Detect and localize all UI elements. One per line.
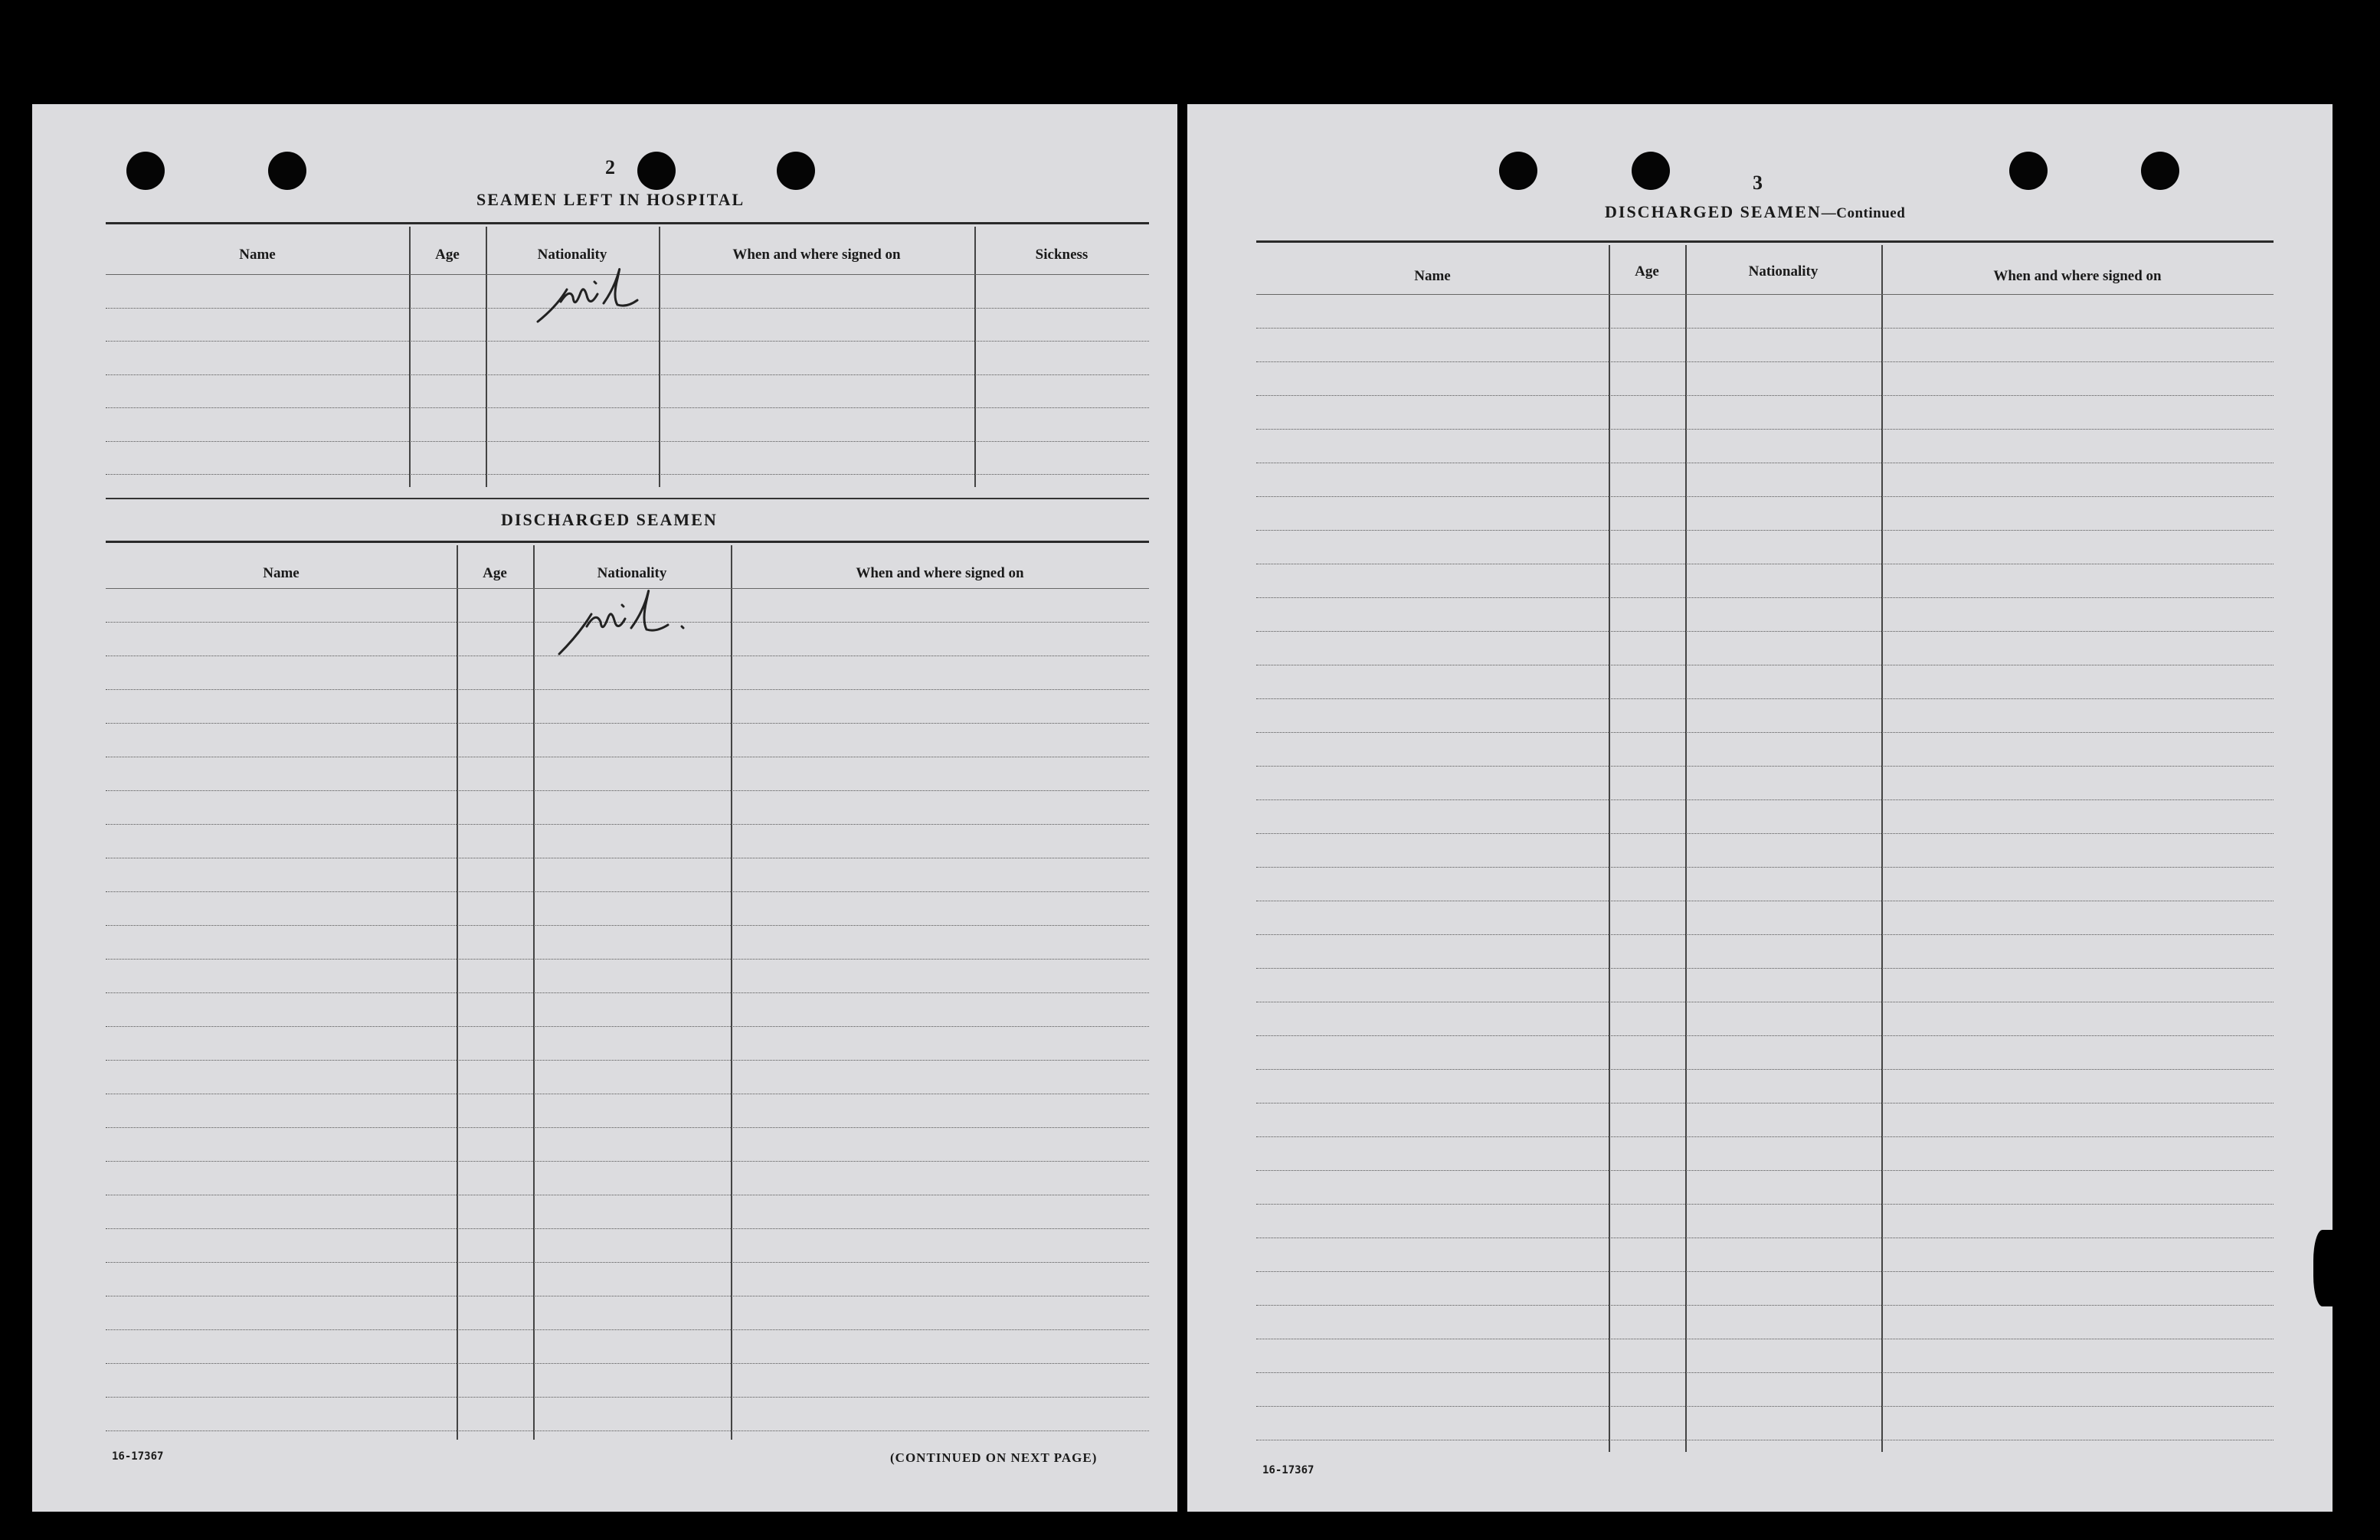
ruled-line <box>106 1397 1149 1398</box>
ruled-line <box>106 959 1149 960</box>
continued-note: (CONTINUED ON NEXT PAGE) <box>890 1450 1098 1465</box>
ruled-line <box>1256 1305 2274 1306</box>
col-header-age: Age <box>483 565 507 581</box>
form-number: 16-17367 <box>1262 1464 1314 1476</box>
ruled-line <box>1256 698 2274 699</box>
punch-hole <box>777 152 815 190</box>
punch-hole <box>1499 152 1537 190</box>
ruled-line <box>106 891 1149 892</box>
hospital-section-title: SEAMEN LEFT IN HOSPITAL <box>476 190 745 209</box>
col-header-name: Name <box>263 565 300 581</box>
ruled-line <box>1256 1372 2274 1373</box>
torn-edge <box>2313 1230 2336 1306</box>
col-header-nationality: Nationality <box>1748 263 1819 280</box>
ruled-line <box>1256 1170 2274 1171</box>
ruled-line <box>106 1127 1149 1128</box>
ruled-line <box>106 341 1149 342</box>
left-page <box>32 104 1177 1512</box>
discharged-section-title: DISCHARGED SEAMEN <box>501 510 718 529</box>
ruled-line <box>1256 867 2274 868</box>
ruled-line <box>106 474 1149 475</box>
column-divider <box>486 227 487 487</box>
ruled-line <box>1256 799 2274 800</box>
punch-hole <box>1632 152 1670 190</box>
punch-hole <box>2009 152 2048 190</box>
ruled-line <box>106 407 1149 408</box>
ruled-line <box>1256 597 2274 598</box>
ruled-line <box>106 1329 1149 1330</box>
discharged-continued-title: DISCHARGED SEAMEN—Continued <box>1605 202 1906 221</box>
ruled-line <box>106 1060 1149 1061</box>
col-header-age: Age <box>1635 263 1659 280</box>
col-header-signed-on: When and where signed on <box>1993 268 2162 284</box>
ruled-line <box>1256 766 2274 767</box>
ruled-line <box>106 1430 1149 1431</box>
ruled-line <box>1256 1271 2274 1272</box>
col-header-name: Name <box>239 247 276 263</box>
page-number: 3 <box>1753 172 1763 194</box>
right-page <box>1187 104 2333 1512</box>
discharged-continued-table <box>1256 245 2274 1455</box>
header-underline <box>1256 294 2274 295</box>
ruled-line <box>106 723 1149 724</box>
punch-hole <box>637 152 676 190</box>
ruled-line <box>1256 530 2274 531</box>
section-rule <box>106 498 1149 499</box>
ruled-line <box>106 689 1149 690</box>
ruled-line <box>1256 1406 2274 1407</box>
col-header-age: Age <box>435 247 460 263</box>
column-divider <box>659 227 660 487</box>
ruled-line <box>106 374 1149 375</box>
punch-hole <box>268 152 306 190</box>
ruled-line <box>1256 496 2274 497</box>
ruled-line <box>1256 934 2274 935</box>
handwritten-nil-hospital <box>530 266 683 332</box>
ruled-line <box>106 992 1149 993</box>
ruled-line <box>106 925 1149 926</box>
ruled-line <box>1256 833 2274 834</box>
col-header-signed-on: When and where signed on <box>732 247 901 263</box>
ruled-line <box>1256 395 2274 396</box>
discharged-table <box>106 545 1149 1443</box>
ruled-line <box>1256 1035 2274 1036</box>
section-rule <box>1256 240 2274 243</box>
ruled-line <box>106 790 1149 791</box>
punch-hole <box>2141 152 2179 190</box>
col-header-signed-on: When and where signed on <box>856 565 1024 581</box>
ruled-line <box>106 1026 1149 1027</box>
column-divider <box>409 227 411 487</box>
col-header-sickness: Sickness <box>1035 247 1089 263</box>
page-number: 2 <box>605 156 615 178</box>
col-header-nationality: Nationality <box>537 247 607 263</box>
section-rule <box>106 541 1149 543</box>
col-header-name: Name <box>1414 268 1451 284</box>
column-divider <box>974 227 976 487</box>
ruled-line <box>106 1262 1149 1263</box>
ruled-line <box>106 441 1149 442</box>
col-header-nationality: Nationality <box>597 565 667 581</box>
ruled-line <box>106 1161 1149 1162</box>
ruled-line <box>1256 328 2274 329</box>
handwritten-nil-discharged <box>553 587 722 659</box>
form-number: 16-17367 <box>112 1450 164 1463</box>
ruled-line <box>1256 361 2274 362</box>
punch-hole <box>126 152 165 190</box>
ruled-line <box>1256 429 2274 430</box>
ruled-line <box>106 1228 1149 1229</box>
ruled-line <box>1256 1136 2274 1137</box>
ruled-line <box>1256 1069 2274 1070</box>
ruled-line <box>1256 631 2274 632</box>
ruled-line <box>1256 732 2274 733</box>
section-rule <box>106 222 1149 224</box>
ruled-line <box>1256 1204 2274 1205</box>
ruled-line <box>106 824 1149 825</box>
ruled-line <box>106 1363 1149 1364</box>
ruled-line <box>1256 968 2274 969</box>
ruled-line <box>1256 1103 2274 1104</box>
